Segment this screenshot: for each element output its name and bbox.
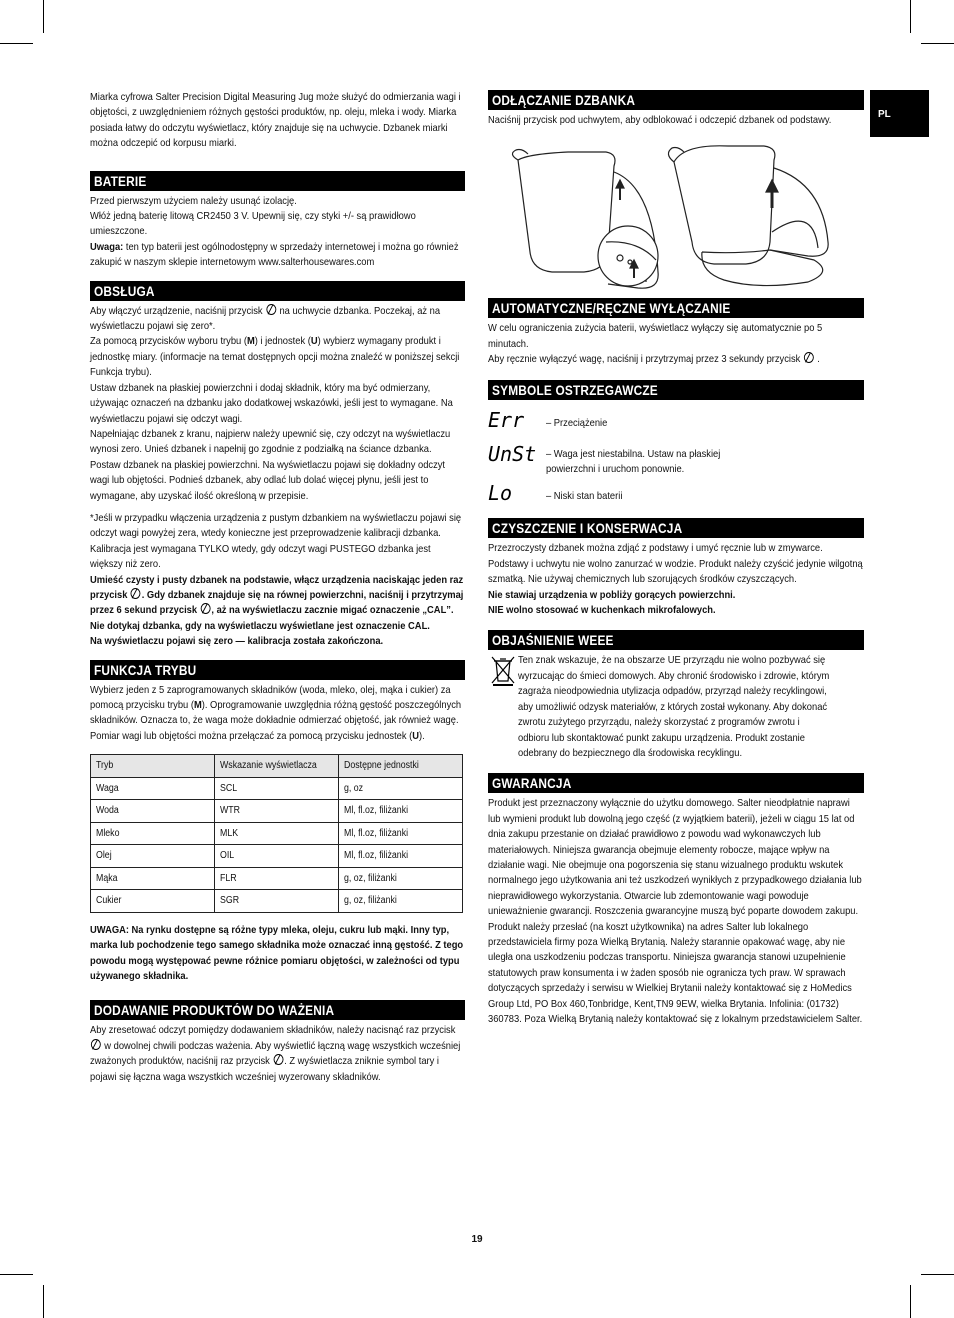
svg-text:Err: Err [488,409,525,430]
jug-illustration [488,132,864,292]
section-header-symbole: SYMBOLE OSTRZEGAWCZE [488,380,864,400]
czyszczenie-warning-2: NIE wolno stosować w kuchenkach mikrofalowych. [488,605,716,617]
language-tab [870,90,929,137]
weee-bin-icon [488,653,518,687]
funkcja-text-1: Wybierz jeden z 5 zaprogramowanych składników (woda, mleko, olej, mąka i cukier) za pomocą przycisku trybu (M). Oprogramowanie uwzględnia różną gęstość poszczególnych składników. Oznacza to, że waga może dokładnie odmierzać objętość, jak również wagę. Pomiar wagi lub objętości można przełączać za pomocą przycisku jednostek (U). [90,684,462,742]
weee-text: Ten znak wskazuje, że na obszarze UE przyrządu nie wolno pozbywać się wyrzucając do śmieci domowych. Aby chronić środowisko i zdrowie, którym zagraża nieodpowiednia utylizacja odpadów, przyrząd należy recyklingowi, aby umożliwić odzysk materiałów, z których został wykonany. Aby dokonać zwrotu zużytego przyrządu, należy skorzystać z programów zwrotu i odbioru lub skontaktować punkt zakupu urządzenia. Produkt zostanie odebrany do bezpiecznego dla środowiska recyklingu. [518,655,830,759]
obsluga-text-1: Aby włączyć urządzenie, naciśnij przycisk na uchwycie dzbanka. Poczekaj, aż na wyświetlaczu pojawi się zero*. [90,305,441,333]
section-header-odlaczanie: ODŁĄCZANIE DZBANKA [488,90,864,110]
crop-mark [921,43,954,44]
lcd-err-icon [488,410,528,430]
crop-mark [43,0,44,33]
weee-block [488,653,864,761]
crop-mark [0,43,33,44]
section-header-auto: AUTOMATYCZNE/RĘCZNE WYŁĄCZANIE [488,298,864,318]
section-header-funkcja: FUNKCJA TRYBU [90,660,465,680]
power-tare-icon [804,352,814,363]
lcd-unst-icon [488,443,546,465]
warning-symbol-unst [488,443,864,478]
section-header-baterie: BATERIE [90,171,465,191]
baterie-text-3: Uwaga: ten typ baterii jest ogólnodostępny w sprzedaży internetowej i można go również zakupić w naszym sklepie internetowym www.salterhousewares.com [90,241,459,269]
crop-mark [43,1285,44,1318]
baterie-text-2: Włóż jedną baterię litową CR2450 3 V. Upewnij się, czy styki +/- są prawidłowo umieszczone. [90,211,416,238]
warning-symbol-text: – Niski stan baterii [546,491,623,503]
table-row: Woda WTR Ml, fl.oz, filiżanki [91,800,463,823]
baterie-text-1: Przed pierwszym użyciem należy usunąć izolację. [90,195,297,207]
warning-symbol-text: – Przeciążenie [546,417,608,429]
mode-table-header: Wskazanie wyświetlacza [215,755,339,778]
odlaczanie-text: Naciśnij przycisk pod uchwytem, aby odblokować i odczepić dzbanek od podstawy. [488,115,832,126]
table-row: Olej OIL Ml, fl.oz, filiżanki [91,845,463,868]
dodawanie-text: Aby zresetować odczyt pomiędzy dodawaniem składników, należy nacisnąć raz przycisk w dowolnej chwili podczas ważenia. Aby wyświetlić łączną wagę wszystkich wcześniej zważonych produktów, naciśnij raz przycisk . Z wyświetlacza zniknie symbol tary i pojawi się łączna waga wszystkich wcześniej wyzerowany składników. [90,1025,461,1083]
language-tab-label: PL [878,109,891,120]
crop-mark [910,1285,911,1318]
left-column [90,90,465,1085]
section-header-czyszczenie: CZYSZCZENIE I KONSERWACJA [488,518,864,538]
table-row: Mąka FLR g, oz, filiżanki [91,867,463,890]
svg-text:Lo: Lo [488,483,513,504]
auto-text-2: Aby ręcznie wyłączyć wagę, naciśnij i przytrzymaj przez 3 sekundy przycisk . [488,354,820,366]
power-tare-icon [266,304,276,315]
section-header-obsluga: OBSŁUGA [90,281,465,301]
section-header-dodawanie: DODAWANIE PRODUKTÓW DO WAŻENIA [90,1000,465,1020]
power-tare-icon [91,1039,101,1050]
obsluga-text-6: Umieść czysty i pusty dzbanek na podstawie, włącz urządzenia naciskając jeden raz przycisk . Gdy dzbanek znajduje się na równej powierzchni, naciśnij i przytrzymaj przez 6 sekund przycisk , aż na wyświetlaczu zacznie migać oznaczenie „CAL”. Nie dotykaj dzbanka, gdy na wyświetlaczu wyświetlane jest oznaczenie CAL. [90,574,464,632]
table-row: Waga SCL g, oz [91,777,463,800]
lcd-lo-icon [488,483,528,503]
crop-mark [0,1274,33,1275]
table-row: Cukier SGR g, oz, filiżanki [91,890,463,913]
page-number: 19 [471,1234,483,1245]
mode-table-header-row [91,755,463,778]
crop-mark [910,0,911,33]
warning-symbol-lo [488,483,864,508]
obsluga-text-7: Na wyświetlaczu pojawi się zero — kalibracja została zakończona. [90,636,384,648]
mode-table [90,754,463,913]
czyszczenie-warning-1: Nie stawiaj urządzenia w pobliży gorących powierzchni. [488,589,736,601]
obsluga-text-3: Ustaw dzbanek na płaskiej powierzchni i dodaj składnik, który ma być odmierzany, używając oznaczeń na dzbanku jako dodatkowej wskazówki, jeśli jest to wymagane. Na wyświetlaczu pojawi się odczyt wagi. [90,382,453,425]
auto-text-1: W celu ograniczenia zużycia baterii, wyświetlacz wyłączy się automatycznie po 5 minutach. [488,323,823,350]
mode-table-header: Dostępne jednostki [339,755,463,778]
warning-symbol-err [488,410,864,435]
power-tare-icon [131,588,141,599]
mode-table-header: Tryb [91,755,215,778]
czyszczenie-text: Przezroczysty dzbanek można zdjąć z podstawy i umyć ręcznie lub w zmywarce. Podstawy i uchwytu nie wolno zanurzać w wodzie. Produkt należy czyścić jedynie wilgotną szmatką. Nie używaj chemicznych lub szorujących środków czyszczących. [488,543,863,586]
section-header-gwarancja: GWARANCJA [488,773,864,793]
gwarancja-text: Produkt jest przeznaczony wyłącznie do użytku domowego. Salter nieodpłatnie naprawi lub wymieni produkt lub dowolną jego część (z wyjątkiem baterii), jeżeli w ciągu 15 lat od dnia zakupu przestanie on działać prawidłowo z powodu wad wykonawczych lub materiałowych. Niniejsza gwarancja obejmuje elementy robocze, mające wpływ na działanie wagi. Nie obejmuje ona pogorszenia się stanu wizualnego produktu wskutek normalnego jego użytkowania ani też uszkodzeń wynikłych z przypadkowego działania lub nieprawidłowego wykorzystania. Otwarcie lub zdemontowanie wagi powoduje unieważnienie gwarancji. Roszczenia gwarancyjne muszą być poparte dowodem zakupu. Produkt należy przesłać (na koszt użytkownika) na adres Salter lub lokalnego przedstawiciela firmy poza Wielką Brytanią. Należy starannie opakować wagę, aby nie uległa ona uszkodzeniu podczas transportu. Niniejsza gwarancja stanowi uzupełnienie statutowych praw konsumenta i w żaden sposób nie ogranicza tych praw. W sprawach dotyczących sprzedaży i serwisu w Wielkiej Brytanii należy kontaktować się z HoMedics Group Ltd, PO Box 460,Tonbridge, Kent,TN9 9EW, wielka Brytania. Infolinia: (01732) 360783. Poza Wielką Brytanią należy kontaktować się z lokalnym przedstawicielem Salter. [488,798,863,1025]
svg-text:UnSt: UnSt [488,442,537,465]
warning-symbol-text: – Waga jest niestabilna. Ustaw na płaskiej powierzchni i uruchom ponownie. [546,448,721,476]
power-tare-icon [273,1054,283,1065]
intro-text: Miarka cyfrowa Salter Precision Digital Measuring Jug może służyć do odmierzania wagi i objętości, z uwzględnieniem różnych gęstości produktów, np. oleju, mleka i wody. Miarka posiada łatwy do odczytu wyświetlacz, który znajduje się na uchwycie. Dzbanek miarki można odczepić od korpusu miarki. [90,92,461,150]
obsluga-text-4: Napełniając dzbanek z kranu, najpierw należy upewnić się, czy odczyt na wyświetlaczu wynosi zero. Unieś dzbanek i napełnij go zgodnie z podziałką na ściance dzbanka. Postaw dzbanek na płaskiej powierzchni. Na wyświetlaczu pojawi się dokładny odczyt wagi lub objętości. Podnieś dzbanek, aby odlać lub dolać więcej płynu, jeśli jest to wymagane, aby uzyskać ilość określoną w przepisie. [90,428,451,502]
obsluga-text-5: *Jeśli w przypadku włączenia urządzenia z pustym dzbankiem na wyświetlaczu pojawi się odczyt wagi powyżej zera, wtedy konieczne jest przeprowadzenie kalibracji dzbanka. Kalibracja jest wymagana TYLKO wtedy, gdy odczyt wagi PUSTEGO dzbanka jest większy niż zero. [90,512,462,571]
power-tare-icon [201,603,211,614]
section-header-weee: OBJAŚNIENIE WEEE [488,630,864,650]
crop-mark [921,1274,954,1275]
obsluga-text-2: Za pomocą przycisków wyboru trybu (M) i jednostek (U) wybierz wymagany produkt i jednostkę miary. (informacje na temat dostępnych opcji można znaleźć w poniższej sekcji Funkcja trybu). [90,336,460,379]
table-row: Mleko MLK Ml, fl.oz, filiżanki [91,822,463,845]
funkcja-note: UWAGA: Na rynku dostępne są różne typy mleka, oleju, cukru lub mąki. Inny typ, marka lub pochodzenie tego samego składnika może oznaczać inną gęstość. Z tego powodu mogą występować pewne różnice pomiaru objętości, w zależności od typu używanego składnika. [90,924,464,982]
right-column [488,90,864,1027]
